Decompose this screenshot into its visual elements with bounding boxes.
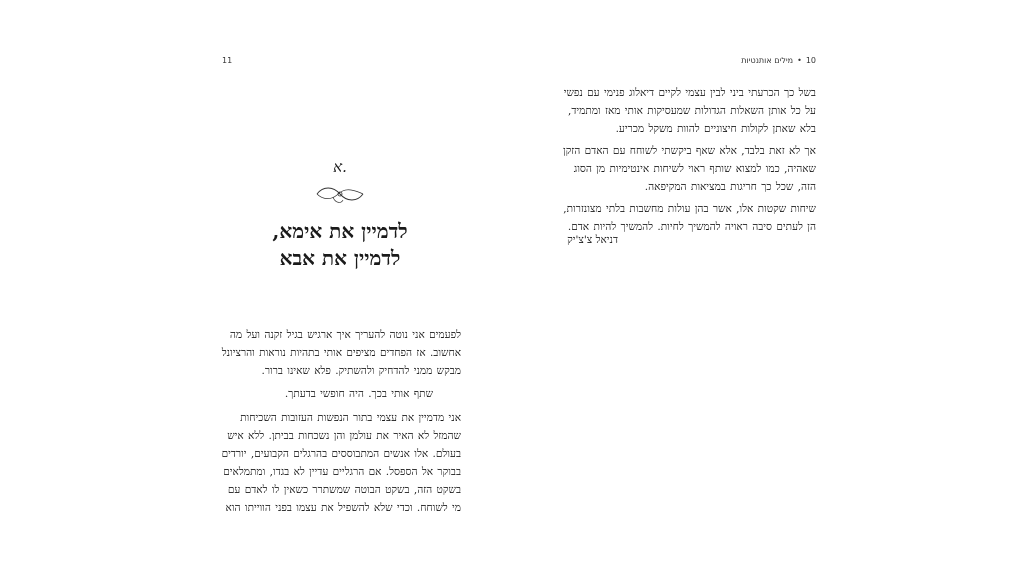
chapter-number: א. [333,158,347,176]
page-number: 11 [222,56,233,65]
chapter-title-line-2: לדמיין את אבא [279,246,401,270]
paragraph: לפעמים אני נוטה להעריך איך ארגיש בגיל זקנה ועל מה אחשוב. אז הפחדים מציפים אותי בתהיות נוראות והרציונל מבקש ממני להדחיק ולהשתיק. פלא שאינו ברור. [221,329,461,377]
paragraph: אך לא זאת בלבד, אלא שאף ביקשתי לשוחח עם האדם הזקן שאהיה, כמו למצוא שותף ראוי לשיחות אינטימיות מן הסוג הזה, שכל כך חריגות במציאות המקיפאה. [563,145,816,193]
paragraph: אני מדמיין את עצמי בתור הנפשות העזובות השכיחות שהמזל לא האיר את עולמן והן נשכחות בביתן. ללא איש בעולם. אלו אנשים המתבוססים בהרגלים הקבועים, יורדים בבוקר אל הספסל. אם הרגליים עדיין לא בגדו, ומתמלאים בשקט הזה, בשקט הבוטה שמשתרר כשאין לו לאדם עם מי לשוחח. וכדי שלא להשפיל את עצמו בפני הווייתו הוא [221,412,461,514]
paragraph: שיחות שקטות אלו, אשר בהן עולות מחשבות בלתי מצונזרות, הן לעתים סיבה ראויה להמשיך לחיות. להמשיך להיות אדם. [563,203,816,233]
left-body-text [217,326,461,521]
page-number: 10 [805,56,816,65]
chapter-title [205,218,475,272]
flourish-ornament-icon [313,183,367,205]
author-signature: דניאל צ'צ'יק [567,234,618,246]
paragraph: שתף אותי בכך. היה חופשי בדעתך. [284,388,433,400]
running-title: מילים אותנטיות [741,56,794,65]
right-body-text [560,84,816,240]
right-page [560,0,816,576]
separator-dot: • [797,56,802,65]
running-head [741,56,816,65]
chapter-title-line-1: לדמיין את אימא, [272,219,408,243]
left-page [205,0,475,576]
paragraph: בשל כך הכרעתי ביני לבין עצמי לקיים דיאלוג פנימי עם נפשי על כל אותן השאלות הגדולות שמעסיקות אותי מאז ומתמיד, בלא שאתן לקולות חיצוניים להוות משקל מכריע. [563,87,816,135]
